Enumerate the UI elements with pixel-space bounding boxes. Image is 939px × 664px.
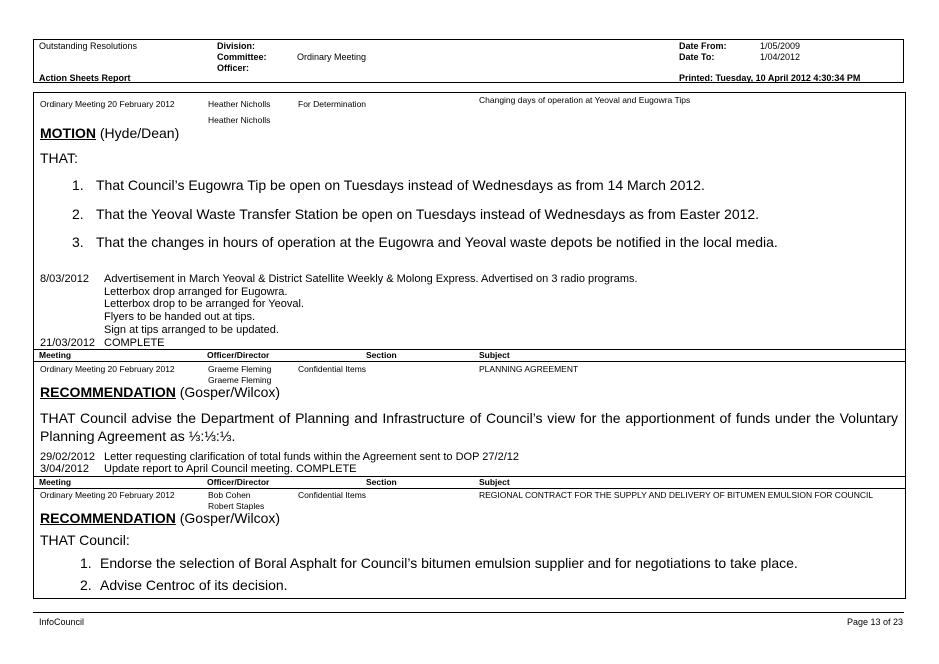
col-officer: Officer/Director	[207, 477, 270, 487]
item2-meeting: Ordinary Meeting 20 February 2012	[40, 364, 175, 374]
col-section: Section	[366, 350, 397, 360]
col-subject: Subject	[479, 477, 510, 487]
footer-divider	[33, 612, 904, 613]
item2-subject: PLANNING AGREEMENT	[479, 364, 579, 374]
item1-action1-line2: Letterbox drop arranged for Eugowra.	[104, 286, 288, 298]
item2-rec-text: THAT Council advise the Department of Planning and Infrastructure of Council’s view for the apportionment of funds under the Voluntary Planning Agreement as ⅓:⅓:⅓.	[40, 410, 898, 444]
item2-rec-heading: RECOMMENDATION	[40, 384, 176, 400]
date-from-value: 1/05/2009	[760, 41, 801, 51]
item1-director: Heather Nicholls	[208, 115, 271, 125]
item1-action1-text: Advertisement in March Yeoval & District Satellite Weekly & Molong Express. Advertised on 3 radio programs.	[104, 273, 638, 285]
item1-action1-line5: Sign at tips arranged to be updated.	[104, 324, 279, 336]
item3-point2-text: Advise Centroc of its decision.	[100, 577, 288, 593]
date-to-label: Date To:	[679, 52, 715, 62]
column-header-row	[34, 476, 905, 489]
item2-action2-text: Update report to April Council meeting. COMPLETE	[104, 463, 357, 475]
item1-point2-num: 2.	[72, 206, 84, 222]
item2-rec-movers: (Gosper/Wilcox)	[175, 384, 281, 400]
item2-officer: Graeme Fleming	[208, 364, 272, 374]
col-meeting: Meeting	[39, 350, 72, 360]
printed-timestamp: Printed: Tuesday, 10 April 2012 4:30:34 PM	[679, 73, 861, 83]
item1-meeting: Ordinary Meeting 20 February 2012	[40, 99, 175, 109]
column-header-row	[34, 349, 905, 362]
item2-recommendation-line	[40, 384, 280, 400]
item2-action1-date: 29/02/2012	[40, 451, 96, 463]
item3-rec-movers: (Gosper/Wilcox)	[175, 510, 281, 526]
col-section: Section	[366, 477, 397, 487]
item3-that: THAT Council:	[40, 532, 130, 548]
item1-that: THAT:	[40, 150, 78, 166]
item1-motion-line	[40, 125, 179, 141]
officer-label: Officer:	[217, 63, 250, 73]
motion-movers: (Hyde/Dean)	[96, 125, 180, 141]
report-name: Outstanding Resolutions	[39, 41, 138, 51]
footer-app-name: InfoCouncil	[39, 617, 85, 627]
item3-meeting: Ordinary Meeting 20 February 2012	[40, 490, 175, 500]
item3-officer: Bob Cohen	[208, 490, 251, 500]
col-meeting: Meeting	[39, 477, 72, 487]
item1-action2-date: 21/03/2012	[40, 337, 96, 349]
committee-label: Committee:	[217, 52, 267, 62]
item1-section: For Determination	[298, 99, 367, 109]
item1-point3-num: 3.	[72, 234, 84, 250]
item1-point2-text: That the Yeoval Waste Transfer Station be open on Tuesdays instead of Wednesdays as from Easter 2012.	[96, 206, 760, 222]
item1-point1-text: That Council’s Eugowra Tip be open on Tuesdays instead of Wednesdays as from 14 March 2012.	[96, 177, 705, 193]
motion-heading: MOTION	[40, 125, 96, 141]
item3-subject: REGIONAL CONTRACT FOR THE SUPPLY AND DELIVERY OF BITUMEN EMULSION FOR COUNCIL	[479, 490, 874, 500]
item3-point1-text: Endorse the selection of Boral Asphalt for Council’s bitumen emulsion supplier and for negotiations to take place.	[100, 555, 798, 571]
item1-subject: Changing days of operation at Yeoval and Eugowra Tips	[479, 95, 691, 105]
report-type: Action Sheets Report	[39, 73, 131, 83]
item2-director: Graeme Fleming	[208, 375, 272, 385]
date-to-value: 1/04/2012	[760, 52, 801, 62]
item3-point1-num: 1.	[80, 555, 92, 571]
item2-section: Confidential Items	[298, 364, 367, 374]
col-officer: Officer/Director	[207, 350, 270, 360]
division-label: Division:	[217, 41, 256, 51]
item1-officer: Heather Nicholls	[208, 99, 271, 109]
item3-recommendation-line	[40, 510, 280, 526]
item3-rec-heading: RECOMMENDATION	[40, 510, 176, 526]
item1-action1-date: 8/03/2012	[40, 273, 89, 285]
item3-director: Robert Staples	[208, 501, 265, 511]
item1-action1-line4: Flyers to be handed out at tips.	[104, 311, 256, 323]
item1-point1-num: 1.	[72, 177, 84, 193]
item1-action1-line3: Letterbox drop to be arranged for Yeoval.	[104, 298, 304, 310]
item1-action2-text: COMPLETE	[104, 337, 165, 349]
committee-value: Ordinary Meeting	[297, 52, 367, 62]
item2-action1-text: Letter requesting clarification of total funds within the Agreement sent to DOP 27/2/12	[104, 451, 519, 463]
item3-point2-num: 2.	[80, 577, 92, 593]
item2-action2-date: 3/04/2012	[40, 463, 89, 475]
date-from-label: Date From:	[679, 41, 727, 51]
item3-section: Confidential Items	[298, 490, 367, 500]
col-subject: Subject	[479, 350, 510, 360]
footer-page-number: Page 13 of 23	[847, 617, 904, 627]
item1-point3-text: That the changes in hours of operation at the Eugowra and Yeoval waste depots be notified in the local media.	[96, 234, 778, 250]
